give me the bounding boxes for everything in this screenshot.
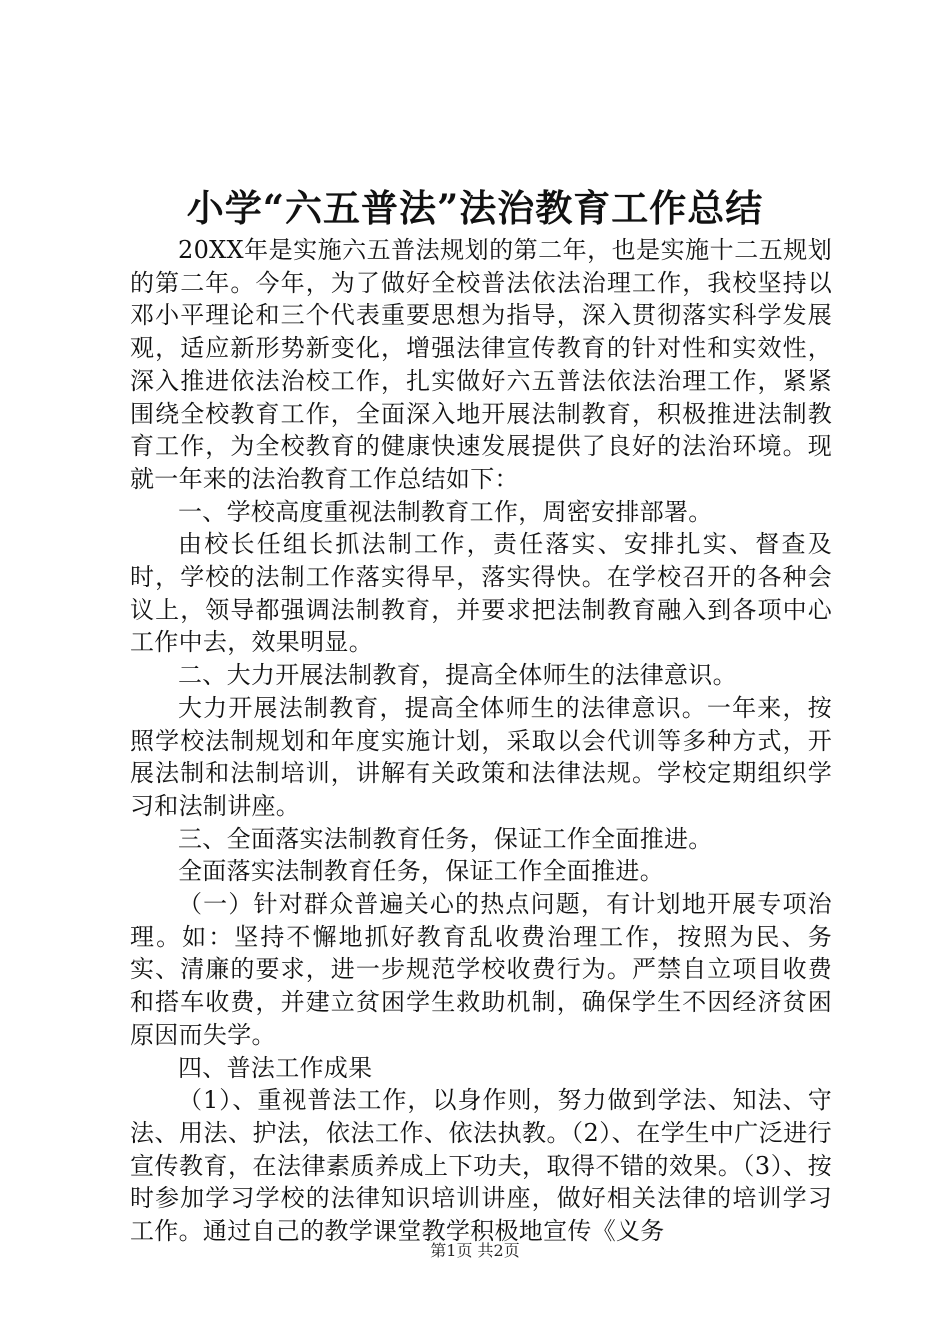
section-heading-3: 三、全面落实法制教育任务，保证工作全面推进。 xyxy=(178,824,713,853)
section-heading-2: 二、大力开展法制教育，提高全体师生的法律意识。 xyxy=(178,661,737,690)
paragraph-section-3: 全面落实法制教育任务，保证工作全面推进。 xyxy=(178,857,664,886)
document-body xyxy=(130,234,832,1248)
paragraph-intro: 20XX年是实施六五普法规划的第二年，也是实施十二五规划的第二年。今年，为了做好全校普法依法治理工作，我校坚持以邓小平理论和三个代表重要思想为指导，深入贯彻落实科学发展观，适应新形势新变化，增强法律宣传教育的针对性和实效性，深入推进依法治校工作，扎实做好六五普法依法治理工作，紧紧围绕全校教育工作，全面深入地开展法制教育，积极推进法制教育工作，为全校教育的健康快速发展提供了良好的法治环境。现就一年来的法治教育工作总结如下： xyxy=(130,236,832,493)
paragraph-section-3-item-1: （一）针对群众普遍关心的热点问题，有计划地开展专项治理。如：坚持不懈地抓好教育乱收费治理工作，按照为民、务实、清廉的要求，进一步规范学校收费行为。严禁自立项目收费和搭车收费，并建立贫困学生救助机制，确保学生不因经济贫困原因而失学。 xyxy=(130,890,832,1049)
section-heading-1: 一、学校高度重视法制教育工作，周密安排部署。 xyxy=(178,497,713,526)
section-heading-4: 四、普法工作成果 xyxy=(178,1053,373,1082)
document-title: 小学“六五普法”法治教育工作总结 xyxy=(186,186,764,230)
paragraph-section-4: （1）、重视普法工作，以身作则，努力做到学法、知法、守法、用法、护法，依法工作、依法执教。（2）、在学生中广泛进行宣传教育，在法律素质养成上下功夫，取得不错的效果。（3）、按时参加学习学校的法律知识培训讲座，做好相关法律的培训学习工作。通过自己的教学课堂教学积极地宣传《义务 xyxy=(130,1086,832,1246)
paragraph-section-1: 由校长任组长抓法制工作，责任落实、安排扎实、督查及时，学校的法制工作落实得早，落实得快。在学校召开的各种会议上，领导都强调法制教育，并要求把法制教育融入到各项中心工作中去，效果明显。 xyxy=(130,530,832,657)
page-footer: 第1页 共2页 xyxy=(430,1241,520,1260)
paragraph-section-2: 大力开展法制教育，提高全体师生的法律意识。一年来，按照学校法制规划和年度实施计划，采取以会代训等多种方式，开展法制和法制培训，讲解有关政策和法律法规。学校定期组织学习和法制讲座。 xyxy=(130,693,832,820)
